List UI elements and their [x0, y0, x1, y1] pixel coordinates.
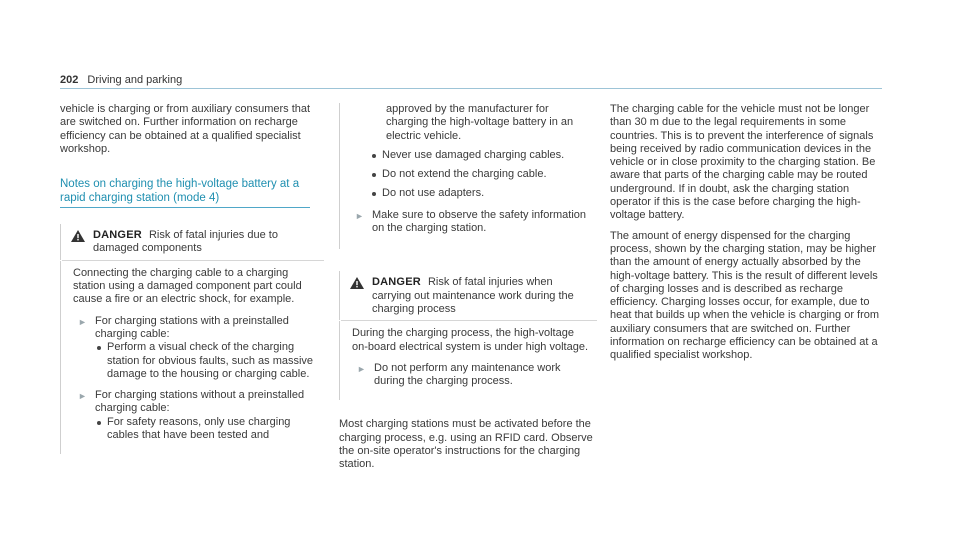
- warning-title: DANGER: [93, 229, 142, 242]
- step-text: Make sure to observe the safety information on the charging station.: [372, 208, 586, 235]
- page-number: 202: [60, 74, 79, 86]
- intro-paragraph: vehicle is charging or from auxiliary consumers that are switched on. Further information on recharge efficiency can be obtained at a qualified specialist workshop.: [60, 103, 311, 155]
- warning-body: [339, 321, 597, 400]
- warning-title: DANGER: [372, 276, 421, 289]
- header-rule: [60, 88, 882, 89]
- body-paragraph: The charging cable for the vehicle must not be longer than 30 m due to the legal requirements in some countries. This is to prevent the interference of signals being received by radio communication devices in the vehicle or in close proximity to the charging station. Be aware that parts of the charging cable may be routed underground. If in doubt, ask the charging station operator if this is the case before charging the high-voltage battery.: [610, 103, 876, 222]
- instruction-step: [350, 209, 591, 236]
- danger-warning-box: [60, 224, 324, 454]
- warning-triangle-icon: [71, 230, 85, 242]
- instruction-step: [352, 362, 589, 389]
- list-item: Never use damaged charging cables.: [370, 149, 591, 162]
- step-arrow-icon: ►: [355, 210, 364, 221]
- page-header: [60, 74, 182, 86]
- step-arrow-icon: ►: [357, 363, 366, 374]
- bullet-list: [95, 341, 316, 381]
- danger-warning-box: [339, 271, 597, 400]
- continuation-text: approved by the manufacturer for charging the high-voltage battery in an electric vehicle.: [386, 103, 574, 142]
- warning-triangle-icon: [350, 277, 364, 289]
- step-arrow-icon: ►: [78, 391, 87, 402]
- column-3: [610, 103, 880, 370]
- warning-body-text: During the charging process, the high-voltage on-board electrical system is under high voltage.: [352, 327, 589, 353]
- warning-body: [60, 261, 324, 455]
- step-text: Do not perform any maintenance work during the charging process.: [374, 361, 561, 388]
- section-heading: Notes on charging the high-voltage battery at a rapid charging station (mode 4): [60, 178, 310, 208]
- instruction-step: [73, 389, 316, 442]
- instruction-step: [73, 315, 316, 381]
- step-arrow-icon: ►: [78, 316, 87, 327]
- warning-header: [60, 224, 324, 260]
- warning-body-text: Connecting the charging cable to a charging station using a damaged component part could cause a fire or an electric shock, for example.: [73, 266, 302, 306]
- column-1: [60, 103, 324, 454]
- step-text: For charging stations without a preinstalled charging cable:: [95, 389, 305, 415]
- list-item: Perform a visual check of the charging station for obvious faults, such as massive damage to the housing or charging cable.: [95, 341, 316, 381]
- column-2: [339, 103, 597, 479]
- warning-continuation: [339, 103, 597, 249]
- warning-text: Risk of fatal injuries due to damaged components: [93, 229, 278, 255]
- body-paragraph: The amount of energy dispensed for the charging process, shown by the charging station, may be higher than the amount of energy actually absorbed by the high-voltage battery. This is the result of different levels of charging losses and is described as recharge efficiency. Charging losses occur, for example, due to heat that builds up when the vehicle is charging or from auxiliary consumers that are switched on. Further information on recharge efficiency can be obtained at a qualified specialist workshop.: [610, 229, 880, 362]
- list-item: Do not use adapters.: [370, 187, 591, 200]
- list-item: Do not extend the charging cable.: [370, 168, 591, 181]
- list-item: For safety reasons, only use charging cables that have been tested and: [95, 416, 316, 443]
- warning-text: Risk of fatal injuries when carrying out maintenance work during the charging process: [372, 276, 574, 315]
- section-title: Driving and parking: [87, 74, 183, 86]
- body-paragraph: Most charging stations must be activated before the charging process, e.g. using an RFID card. Observe the on-site operator's instructions for the charging station.: [339, 418, 593, 471]
- warning-header: [339, 271, 597, 320]
- bullet-list: [95, 416, 316, 443]
- bullet-list: [350, 149, 591, 201]
- step-text: For charging stations with a preinstalled charging cable:: [95, 314, 289, 340]
